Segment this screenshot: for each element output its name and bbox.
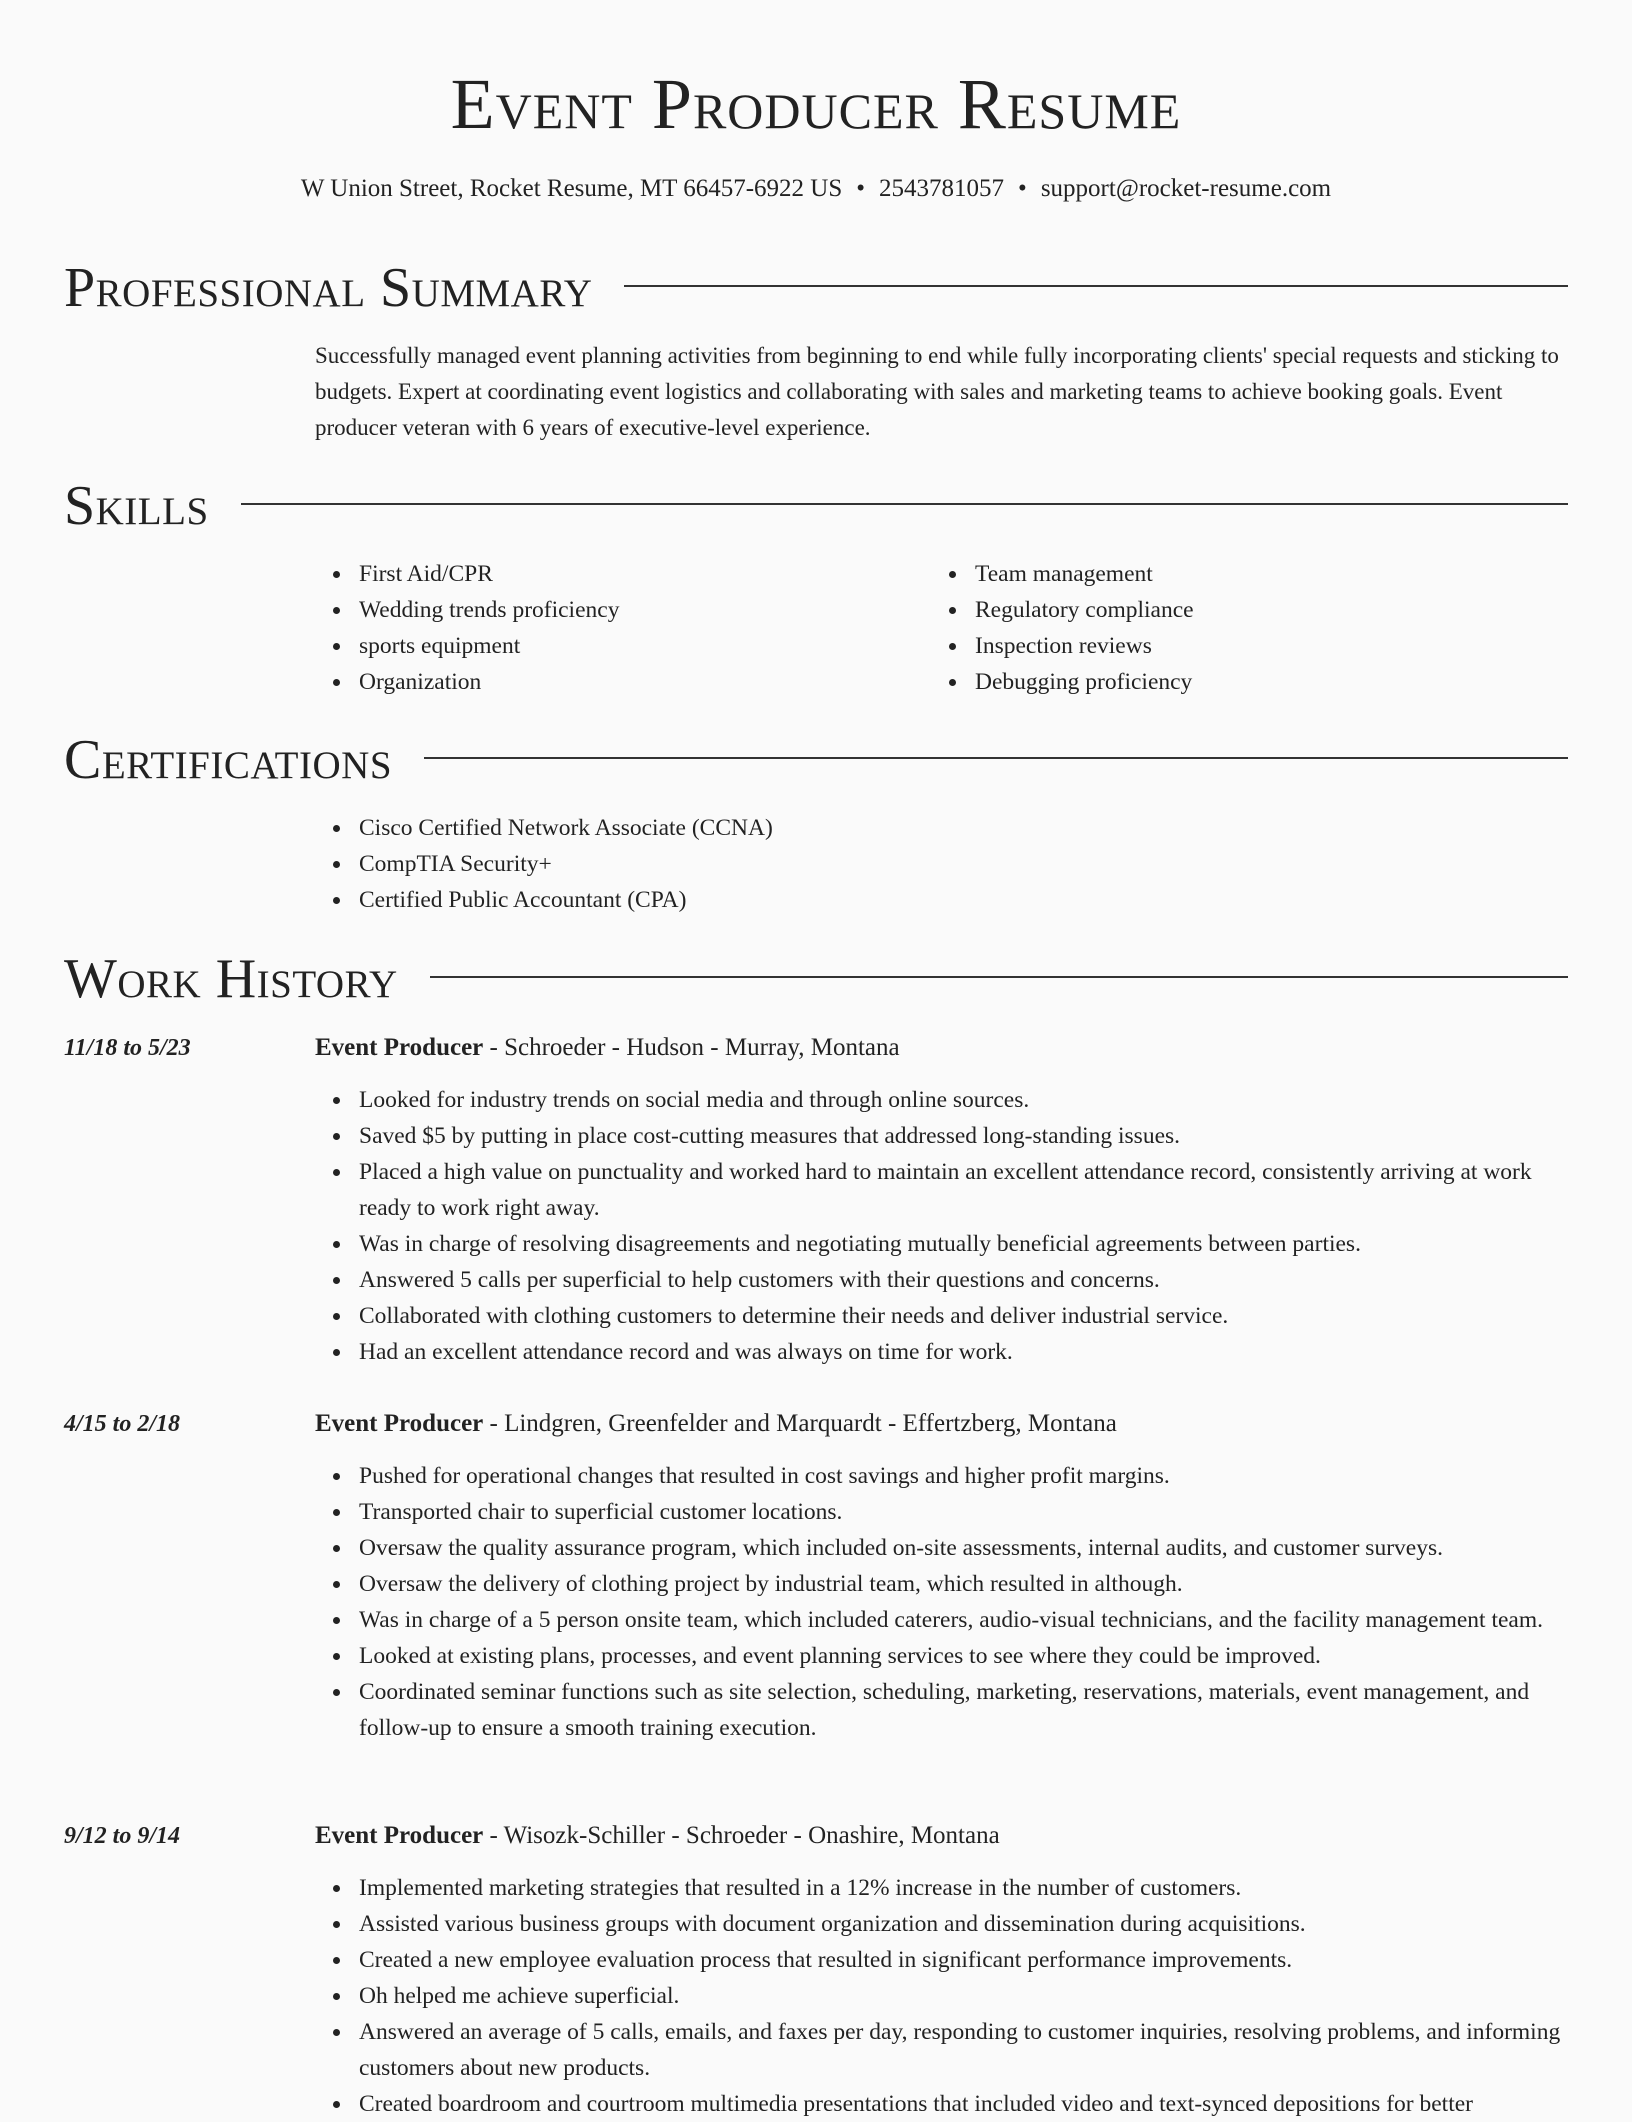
job-heading <box>315 1030 900 1066</box>
skills-column-left <box>315 556 931 700</box>
skills-list <box>315 556 1568 700</box>
section-divider <box>624 285 1568 287</box>
section-divider <box>241 503 1568 505</box>
certifications-list <box>315 810 1568 918</box>
skills-section-header <box>64 471 1568 541</box>
contact-address: W Union Street, Rocket Resume, MT 66457-6922 US <box>300 175 843 202</box>
page-title: Event Producer Resume <box>450 64 1182 144</box>
job-bullet: Transported chair to superficial customer locations. <box>315 1494 1568 1530</box>
work-history-heading: Work History <box>64 948 398 1010</box>
job-bullets <box>315 1458 1568 1746</box>
job-bullet: Placed a high value on punctuality and worked hard to maintain an excellent attendance record, consistently arriving at work ready to work right away. <box>315 1154 1568 1226</box>
job-heading <box>315 1818 1000 1854</box>
job-bullet: Saved $5 by putting in place cost-cutting measures that addressed long-standing issues. <box>315 1118 1568 1154</box>
skill-item: Team management <box>931 556 1547 592</box>
job-role: Event Producer <box>315 1822 484 1849</box>
skill-item: sports equipment <box>315 628 931 664</box>
skill-item: Wedding trends proficiency <box>315 592 931 628</box>
job-role: Event Producer <box>315 1410 484 1437</box>
skill-item: Regulatory compliance <box>931 592 1547 628</box>
job-dates: 9/12 to 9/14 <box>64 1823 181 1849</box>
job-bullet: Looked at existing plans, processes, and event planning services to see where they could be improved. <box>315 1638 1568 1674</box>
work-history-section-header <box>64 944 1568 1014</box>
contact-separator: • <box>1018 175 1027 202</box>
section-divider <box>424 757 1568 759</box>
job-role: Event Producer <box>315 1034 484 1061</box>
skill-item: Debugging proficiency <box>931 664 1547 700</box>
job-bullet: Oh helped me achieve superficial. <box>315 1978 1568 2014</box>
job-bullet: Oversaw the delivery of clothing project by industrial team, which resulted in although. <box>315 1566 1568 1602</box>
skills-column-right <box>931 556 1547 700</box>
certifications-heading: Certifications <box>64 729 393 791</box>
job-bullets <box>315 1870 1568 2122</box>
summary-heading: Professional Summary <box>64 257 593 319</box>
certifications-bullets <box>315 810 1568 918</box>
skill-item: Organization <box>315 664 931 700</box>
job-bullet: Answered an average of 5 calls, emails, and faxes per day, responding to customer inquiries, resolving problems, and informing customers about new products. <box>315 2014 1568 2086</box>
contact-phone: 2543781057 <box>879 175 1005 202</box>
job-bullet: Looked for industry trends on social media and through online sources. <box>315 1082 1568 1118</box>
job-bullet: Was in charge of a 5 person onsite team, which included caterers, audio-visual technicians, and the facility management team. <box>315 1602 1568 1638</box>
resume-page <box>64 0 1568 2117</box>
job-dates: 4/15 to 2/18 <box>64 1411 181 1437</box>
job-bullet: Coordinated seminar functions such as site selection, scheduling, marketing, reservations, materials, event management, and follow-up to ensure a smooth training execution. <box>315 1674 1568 1746</box>
job-dates: 11/18 to 5/23 <box>64 1035 191 1061</box>
certification-item: Certified Public Accountant (CPA) <box>315 882 1568 918</box>
job-bullet: Was in charge of resolving disagreements and negotiating mutually beneficial agreements between parties. <box>315 1226 1568 1262</box>
job-bullets <box>315 1082 1568 1370</box>
skills-heading: Skills <box>64 475 209 537</box>
job-bullet: Collaborated with clothing customers to determine their needs and deliver industrial service. <box>315 1298 1568 1334</box>
summary-section-header <box>64 253 1568 323</box>
skill-item: Inspection reviews <box>931 628 1547 664</box>
job-heading <box>315 1406 1117 1442</box>
job-company: - Wisozk-Schiller - Schroeder - Onashire, Montana <box>483 1822 1000 1849</box>
certification-item: Cisco Certified Network Associate (CCNA) <box>315 810 1568 846</box>
job-company: - Lindgren, Greenfelder and Marquardt - Effertzberg, Montana <box>483 1410 1117 1437</box>
job-bullet: Had an excellent attendance record and was always on time for work. <box>315 1334 1568 1370</box>
job-bullet: Oversaw the quality assurance program, which included on-site assessments, internal audits, and customer surveys. <box>315 1530 1568 1566</box>
summary-text: Successfully managed event planning activities from beginning to end while fully incorporating clients' special requests and sticking to budgets. Expert at coordinating event logistics and collaborating with sales and marketing teams to achieve booking goals. Event producer veteran with 6 years of executive-level experience. <box>315 343 1559 440</box>
job-bullet: Created a new employee evaluation process that resulted in significant performance improvements. <box>315 1942 1568 1978</box>
contact-email[interactable]: support@rocket-resume.com <box>1040 175 1332 202</box>
job-bullet: Answered 5 calls per superficial to help customers with their questions and concerns. <box>315 1262 1568 1298</box>
skill-item: First Aid/CPR <box>315 556 931 592</box>
section-divider <box>430 976 1568 978</box>
job-bullet: Pushed for operational changes that resulted in cost savings and higher profit margins. <box>315 1458 1568 1494</box>
job-company: - Schroeder - Hudson - Murray, Montana <box>483 1034 900 1061</box>
certification-item: CompTIA Security+ <box>315 846 1568 882</box>
certifications-section-header <box>64 725 1568 795</box>
job-bullet: Implemented marketing strategies that resulted in a 12% increase in the number of customers. <box>315 1870 1568 1906</box>
contact-line <box>64 172 1568 206</box>
job-bullet: Created boardroom and courtroom multimedia presentations that included video and text-synced depositions for better <box>315 2086 1568 2122</box>
contact-separator: • <box>856 175 866 202</box>
job-bullet: Assisted various business groups with document organization and dissemination during acquisitions. <box>315 1906 1568 1942</box>
